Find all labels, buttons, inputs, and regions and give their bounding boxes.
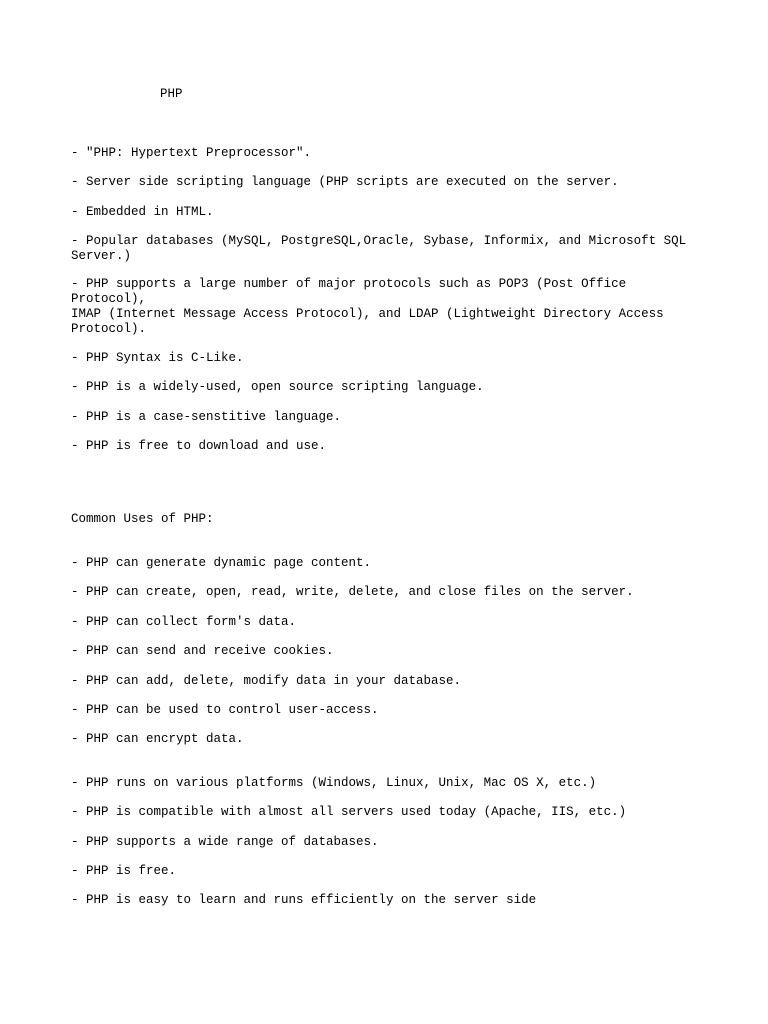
intro-item: - Popular databases (MySQL, PostgreSQL,Oracle, Sybase, Informix, and Microsoft SQL Server.) [71, 234, 694, 263]
document-title: PHP [160, 87, 183, 101]
uses-item: - PHP can encrypt data. [71, 732, 244, 746]
uses-item: - PHP can be used to control user-access. [71, 703, 379, 717]
uses-item: - PHP can create, open, read, write, delete, and close files on the server. [71, 585, 634, 599]
intro-item: - PHP is a widely-used, open source scripting language. [71, 380, 484, 394]
uses-item: - PHP can generate dynamic page content. [71, 556, 372, 570]
uses-item: - PHP can send and receive cookies. [71, 644, 334, 658]
intro-item: - PHP is a case-senstitive language. [71, 410, 342, 424]
intro-item: - PHP Syntax is C-Like. [71, 351, 244, 365]
intro-item: - PHP supports a large number of major protocols such as POP3 (Post Office Protocol), IMAP (Internet Message Access Protocol), and LDAP (Lightweight Directory Access Protocol). [71, 277, 664, 336]
intro-item: - Embedded in HTML. [71, 205, 214, 219]
more-item: - PHP is compatible with almost all servers used today (Apache, IIS, etc.) [71, 805, 627, 819]
uses-item: - PHP can add, delete, modify data in your database. [71, 674, 462, 688]
more-item: - PHP runs on various platforms (Windows, Linux, Unix, Mac OS X, etc.) [71, 776, 597, 790]
intro-item: - PHP is free to download and use. [71, 439, 327, 453]
more-item: - PHP is free. [71, 864, 177, 878]
uses-item: - PHP can collect form's data. [71, 615, 297, 629]
intro-item: - "PHP: Hypertext Preprocessor". [71, 146, 312, 160]
more-item: - PHP supports a wide range of databases. [71, 835, 379, 849]
uses-heading: Common Uses of PHP: [71, 512, 214, 526]
more-item: - PHP is easy to learn and runs efficiently on the server side [71, 893, 537, 907]
intro-item: - Server side scripting language (PHP scripts are executed on the server. [71, 175, 619, 189]
